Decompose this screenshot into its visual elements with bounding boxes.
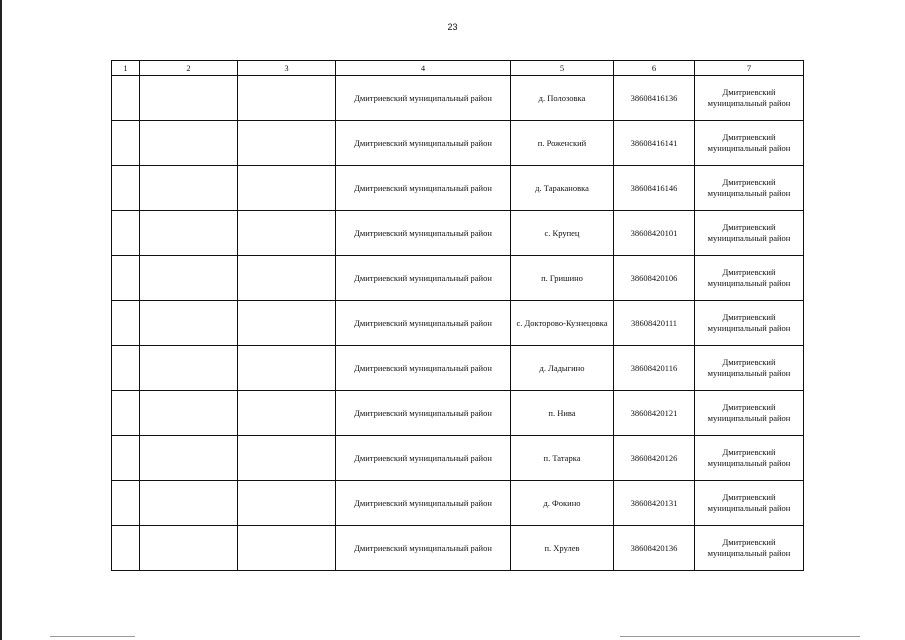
cell-col3 xyxy=(238,166,336,211)
cell-col3 xyxy=(238,481,336,526)
cell-col1 xyxy=(112,256,140,301)
cell-col1 xyxy=(112,391,140,436)
cell-area: Дмитриевский муниципальный район xyxy=(695,211,804,256)
cell-col1 xyxy=(112,211,140,256)
table-row xyxy=(112,166,804,211)
cell-col3 xyxy=(238,121,336,166)
table-row xyxy=(112,526,804,571)
cell-settlement: п. Роженский xyxy=(511,121,614,166)
cell-area: Дмитриевский муниципальный район xyxy=(695,436,804,481)
cell-settlement: д. Таракановка xyxy=(511,166,614,211)
cell-code: 38608420116 xyxy=(614,346,695,391)
cell-settlement: п. Татарка xyxy=(511,436,614,481)
cell-district: Дмитриевский муниципальный район xyxy=(336,391,511,436)
cell-area: Дмитриевский муниципальный район xyxy=(695,166,804,211)
cell-col2 xyxy=(140,76,238,121)
column-header: 1 xyxy=(112,61,140,76)
cell-district: Дмитриевский муниципальный район xyxy=(336,166,511,211)
cell-col2 xyxy=(140,481,238,526)
cell-district: Дмитриевский муниципальный район xyxy=(336,211,511,256)
cell-col3 xyxy=(238,256,336,301)
table-row xyxy=(112,301,804,346)
cell-col2 xyxy=(140,526,238,571)
cell-col2 xyxy=(140,256,238,301)
column-header: 2 xyxy=(140,61,238,76)
cell-settlement: д. Фокино xyxy=(511,481,614,526)
cell-settlement: с. Докторово-Кузнецовка xyxy=(511,301,614,346)
cell-col2 xyxy=(140,436,238,481)
scan-artifact-line xyxy=(620,636,860,637)
cell-settlement: п. Хрулев xyxy=(511,526,614,571)
cell-code: 38608420106 xyxy=(614,256,695,301)
cell-district: Дмитриевский муниципальный район xyxy=(336,526,511,571)
cell-col3 xyxy=(238,346,336,391)
scan-artifact-line xyxy=(50,636,135,637)
column-header: 5 xyxy=(511,61,614,76)
table-row xyxy=(112,121,804,166)
cell-code: 38608416146 xyxy=(614,166,695,211)
column-header: 6 xyxy=(614,61,695,76)
cell-settlement: п. Гришино xyxy=(511,256,614,301)
cell-col2 xyxy=(140,166,238,211)
cell-col1 xyxy=(112,346,140,391)
cell-col2 xyxy=(140,121,238,166)
cell-area: Дмитриевский муниципальный район xyxy=(695,256,804,301)
table-row xyxy=(112,256,804,301)
cell-area: Дмитриевский муниципальный район xyxy=(695,526,804,571)
cell-col1 xyxy=(112,526,140,571)
cell-code: 38608416136 xyxy=(614,76,695,121)
header-row xyxy=(112,61,804,76)
cell-area: Дмитриевский муниципальный район xyxy=(695,346,804,391)
cell-col1 xyxy=(112,436,140,481)
column-header: 3 xyxy=(238,61,336,76)
cell-settlement: с. Крупец xyxy=(511,211,614,256)
table-row xyxy=(112,346,804,391)
table-row xyxy=(112,391,804,436)
cell-col1 xyxy=(112,301,140,346)
cell-area: Дмитриевский муниципальный район xyxy=(695,391,804,436)
cell-col3 xyxy=(238,526,336,571)
cell-col1 xyxy=(112,481,140,526)
cell-col1 xyxy=(112,166,140,211)
page-edge xyxy=(0,0,2,640)
cell-code: 38608420121 xyxy=(614,391,695,436)
cell-code: 38608420126 xyxy=(614,436,695,481)
cell-settlement: д. Полозовка xyxy=(511,76,614,121)
cell-district: Дмитриевский муниципальный район xyxy=(336,481,511,526)
cell-code: 38608420131 xyxy=(614,481,695,526)
cell-area: Дмитриевский муниципальный район xyxy=(695,481,804,526)
column-header: 7 xyxy=(695,61,804,76)
column-header: 4 xyxy=(336,61,511,76)
cell-col2 xyxy=(140,346,238,391)
cell-code: 38608416141 xyxy=(614,121,695,166)
cell-col1 xyxy=(112,121,140,166)
cell-col1 xyxy=(112,76,140,121)
cell-settlement: п. Нива xyxy=(511,391,614,436)
cell-area: Дмитриевский муниципальный район xyxy=(695,121,804,166)
cell-district: Дмитриевский муниципальный район xyxy=(336,346,511,391)
cell-district: Дмитриевский муниципальный район xyxy=(336,256,511,301)
cell-col3 xyxy=(238,436,336,481)
cell-district: Дмитриевский муниципальный район xyxy=(336,121,511,166)
cell-area: Дмитриевский муниципальный район xyxy=(695,301,804,346)
cell-col3 xyxy=(238,76,336,121)
cell-code: 38608420101 xyxy=(614,211,695,256)
cell-code: 38608420136 xyxy=(614,526,695,571)
cell-area: Дмитриевский муниципальный район xyxy=(695,76,804,121)
cell-col2 xyxy=(140,301,238,346)
cell-col3 xyxy=(238,301,336,346)
table-row xyxy=(112,211,804,256)
table-row xyxy=(112,481,804,526)
cell-district: Дмитриевский муниципальный район xyxy=(336,436,511,481)
cell-settlement: д. Ладыгино xyxy=(511,346,614,391)
cell-col3 xyxy=(238,211,336,256)
cell-col2 xyxy=(140,391,238,436)
cell-district: Дмитриевский муниципальный район xyxy=(336,301,511,346)
page-number: 23 xyxy=(447,22,458,32)
table-row xyxy=(112,76,804,121)
cell-col2 xyxy=(140,211,238,256)
registry-table xyxy=(111,60,804,571)
table-row xyxy=(112,436,804,481)
cell-district: Дмитриевский муниципальный район xyxy=(336,76,511,121)
cell-code: 38608420111 xyxy=(614,301,695,346)
cell-col3 xyxy=(238,391,336,436)
